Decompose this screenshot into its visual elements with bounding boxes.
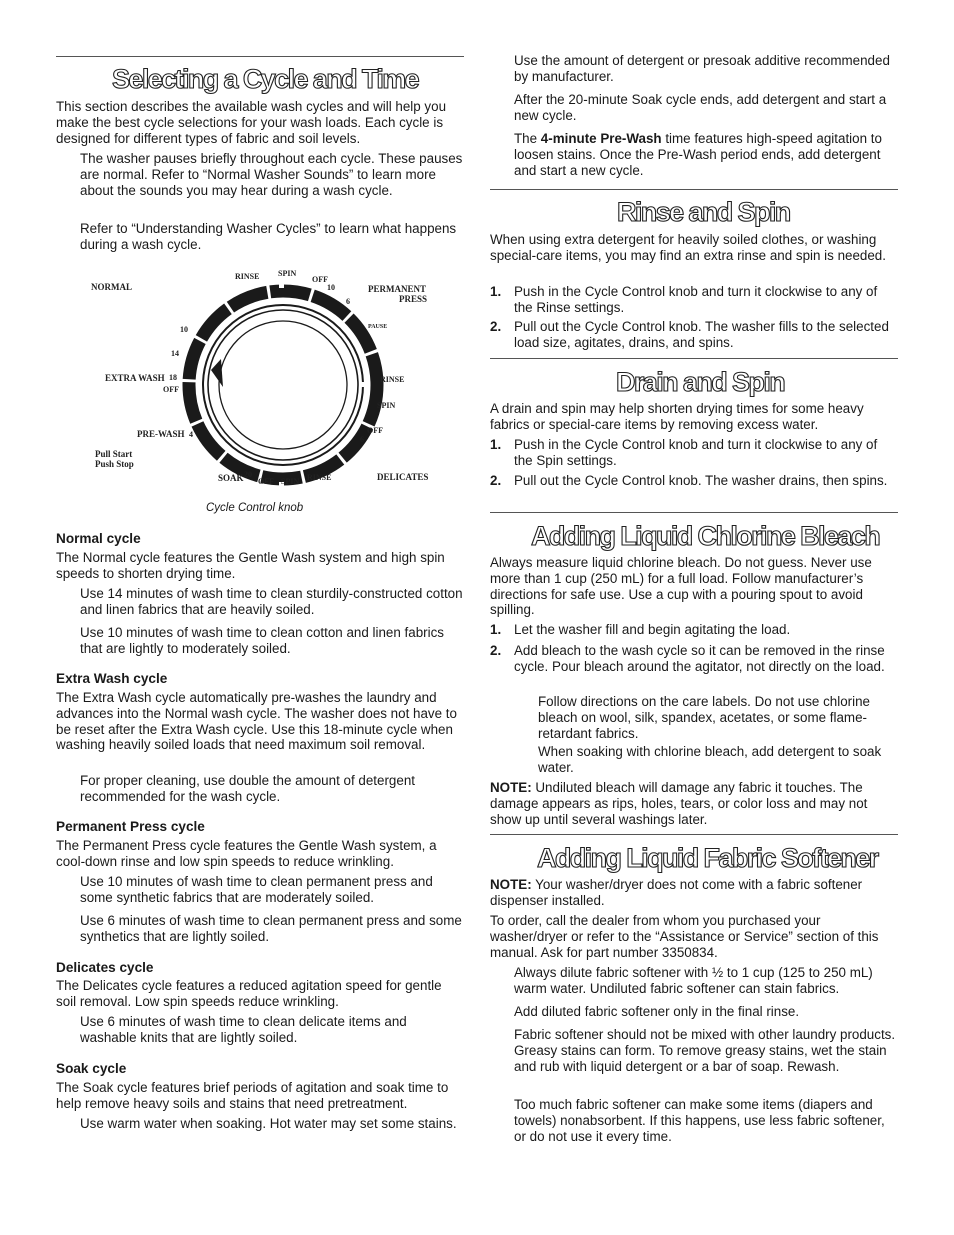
rinse-step-1-number: 1. bbox=[490, 284, 502, 299]
bleach-step-2: Add bleach to the wash cycle so it can be removed in the rinse cycle. Pour bleach around the agitator, not directly on the load. bbox=[514, 643, 885, 674]
delicates-title: Delicates cycle bbox=[56, 960, 154, 975]
dial-label-pull-start: Pull Start bbox=[95, 449, 133, 459]
soak-text: The Soak cycle features brief periods of agitation and soak time to help remove heavy soils and stains that need pretreatment. bbox=[56, 1080, 449, 1111]
drain-step-1-number: 1. bbox=[490, 437, 502, 452]
softener-bullet-3: Fabric softener should not be mixed with other laundry products. Greasy stains can form. To remove greasy stains, wet the stain and rub with liquid detergent or a bar of soap. Rewash. bbox=[514, 1027, 896, 1074]
dial-label-rinse-right: RINSE bbox=[380, 375, 405, 384]
normal-cycle-bullet-2: Use 10 minutes of wash time to clean cotton and linen fabrics that are lightly to moderately soiled. bbox=[80, 625, 444, 656]
dial-label-rinse-bottom: RINSE bbox=[307, 473, 332, 482]
rinse-step-2: Pull out the Cycle Control knob. The washer fills to the selected load size, agitates, drains, and spins. bbox=[514, 319, 889, 350]
dial-label-permanent: PERMANENT bbox=[368, 284, 426, 294]
dial-label-delicates: DELICATES bbox=[377, 472, 429, 482]
dial-label-prewash: PRE-WASH bbox=[137, 429, 185, 439]
dial-label-4: 4 bbox=[189, 430, 193, 439]
dial-label-10-left: 10 bbox=[180, 325, 188, 334]
normal-cycle-bullet-1: Use 14 minutes of wash time to clean sturdily-constructed cotton and linen fabrics that are heavily soiled. bbox=[80, 586, 463, 617]
softener-bullet-1: Always dilute fabric softener with ½ to 1 cup (125 to 250 mL) warm water. Undiluted fabric softener can stain fabrics. bbox=[514, 965, 873, 996]
drain-text: A drain and spin may help shorten drying times for some heavy fabrics or special-care items by removing excess water. bbox=[490, 401, 864, 432]
dial-label-spin-bottom: SPIN bbox=[281, 477, 300, 486]
permanent-press-bullet-2: Use 6 minutes of wash time to clean permanent press and some synthetics that are lightly soiled. bbox=[80, 913, 462, 944]
dial-label-extra-wash: EXTRA WASH bbox=[105, 373, 165, 383]
dial-label-20: 20 bbox=[244, 470, 252, 479]
knob-caption: Cycle Control knob bbox=[206, 502, 304, 514]
bleach-bullet-2: When soaking with chlorine bleach, add detergent to soak water. bbox=[538, 744, 882, 775]
prewash-emphasis: 4-minute Pre-Wash bbox=[540, 131, 662, 146]
bleach-note-label: NOTE: bbox=[490, 780, 532, 795]
bleach-note: NOTE: Undiluted bleach will damage any fabric it touches. The damage appears as rips, holes, tears, or color loss and may not show up until several washings later. bbox=[490, 780, 868, 827]
dial-label-14: 14 bbox=[171, 349, 179, 358]
rule-rinse bbox=[490, 189, 898, 190]
softener-note-label: NOTE: bbox=[490, 877, 532, 892]
soak-bullet-3: After the 20-minute Soak cycle ends, add detergent and start a new cycle. bbox=[514, 92, 887, 123]
dial-label-off-left: OFF bbox=[163, 385, 179, 394]
bleach-bullet-1: Follow directions on the care labels. Do not use chlorine bleach on wool, silk, spandex, acetates, or some flame-retardant fabrics. bbox=[538, 694, 870, 741]
dial-label-spin-right: SPIN bbox=[377, 401, 396, 410]
bullet-refer: Refer to “Understanding Washer Cycles” to learn what happens during a wash cycle. bbox=[80, 221, 457, 252]
dial-label-off-top: OFF bbox=[312, 275, 328, 284]
softener-text: To order, call the dealer from whom you purchased your washer/dryer or refer to the “Assistance or Service” section of this manual. Ask for part number 3350834. bbox=[490, 913, 879, 960]
section-heading-selecting-cycle: Selecting a Cycle and Time bbox=[112, 64, 419, 94]
rule-drain bbox=[490, 358, 898, 359]
dial-label-6-right: 6 bbox=[360, 435, 364, 444]
dial-label-6-top: 6 bbox=[346, 297, 350, 306]
rule-bleach bbox=[490, 512, 898, 513]
section-heading-rinse-spin: Rinse and Spin bbox=[617, 197, 790, 227]
soak-bullet-4: The 4-minute Pre-Wash time features high-speed agitation to loosen stains. Once the Pre-Wash period ends, add detergent and start a new cycle. bbox=[514, 131, 882, 178]
drain-step-2-number: 2. bbox=[490, 473, 502, 488]
rinse-step-2-number: 2. bbox=[490, 319, 502, 334]
extra-wash-bullet-1: For proper cleaning, use double the amount of detergent recommended for the wash cycle. bbox=[80, 773, 415, 804]
bleach-step-1-number: 1. bbox=[490, 622, 502, 637]
soak-title: Soak cycle bbox=[56, 1061, 127, 1076]
dial-label-off-right: OFF bbox=[367, 426, 383, 435]
softener-note: NOTE: Your washer/dryer does not come with a fabric softener dispenser installed. bbox=[490, 877, 863, 908]
dial-label-off-bottom: OFF bbox=[258, 477, 274, 486]
dial-label-push-stop: Push Stop bbox=[95, 459, 134, 469]
dial-label-pause: PAUSE bbox=[368, 324, 388, 330]
bleach-step-1: Let the washer fill and begin agitating the load. bbox=[514, 622, 791, 637]
softener-bullet-2: Add diluted fabric softener only in the final rinse. bbox=[514, 1004, 800, 1019]
rinse-text: When using extra detergent for heavily soiled clothes, or washing special-care items, you may find an extra rinse and spin is needed. bbox=[490, 232, 886, 263]
dial-label-press: PRESS bbox=[399, 294, 428, 304]
delicates-bullet-1: Use 6 minutes of wash time to clean delicate items and washable knits that are lightly soiled. bbox=[80, 1014, 407, 1045]
extra-wash-title: Extra Wash cycle bbox=[56, 671, 168, 686]
dial-label-soak: SOAK bbox=[218, 473, 244, 483]
extra-wash-text: The Extra Wash cycle automatically pre-washes the laundry and advances into the Normal wash cycle. The washer does not have to be reset after the Extra Wash cycle. Use this 18-minute cycle when washing heavily soiled loads that need maximum soil removal. bbox=[56, 690, 457, 753]
normal-cycle-text: The Normal cycle features the Gentle Wash system and high spin speeds to shorten drying time. bbox=[56, 550, 445, 581]
rule-softener bbox=[490, 834, 898, 835]
section-heading-softener: Adding Liquid Fabric Softener bbox=[537, 843, 878, 873]
intro-text: This section describes the available wash cycles and will help you make the best cycle selections for your wash loads. Each cycle is designed for different types of fabric and soil levels. bbox=[56, 99, 447, 146]
permanent-press-text: The Permanent Press cycle features the Gentle Wash system, a cool-down rinse and low spin speeds to reduce wrinkling. bbox=[56, 838, 437, 869]
top-rule-left bbox=[56, 56, 464, 57]
soak-bullet-1: Use warm water when soaking. Hot water may set some stains. bbox=[80, 1116, 457, 1131]
permanent-press-bullet-1: Use 10 minutes of wash time to clean permanent press and some synthetic fabrics that are moderately soiled. bbox=[80, 874, 433, 905]
soak-bullet-2: Use the amount of detergent or presoak additive recommended by manufacturer. bbox=[514, 53, 890, 84]
section-heading-drain-spin: Drain and Spin bbox=[616, 367, 785, 397]
dial-label-rinse-top: RINSE bbox=[235, 272, 260, 281]
normal-cycle-title: Normal cycle bbox=[56, 531, 141, 546]
dial-label-18: 18 bbox=[169, 373, 177, 382]
cycle-control-knob-diagram bbox=[88, 262, 434, 498]
permanent-press-title: Permanent Press cycle bbox=[56, 819, 205, 834]
rinse-step-1: Push in the Cycle Control knob and turn it clockwise to any of the Rinse settings. bbox=[514, 284, 878, 315]
bleach-step-2-number: 2. bbox=[490, 643, 502, 658]
drain-step-2: Pull out the Cycle Control knob. The washer drains, then spins. bbox=[514, 473, 888, 488]
softener-bullet-4: Too much fabric softener can make some items (diapers and towels) nonabsorbent. If this happens, use less fabric softener, or do not use it every time. bbox=[514, 1097, 885, 1144]
bullet-pauses: The washer pauses briefly throughout each cycle. These pauses are normal. Refer to “Normal Washer Sounds” to learn more about the sounds you may hear during a wash cycle. bbox=[80, 151, 463, 198]
delicates-text: The Delicates cycle features a reduced agitation speed for gentle soil removal. Low spin speeds reduce wrinkling. bbox=[56, 978, 442, 1009]
dial-label-normal: NORMAL bbox=[91, 282, 132, 292]
section-heading-bleach: Adding Liquid Chlorine Bleach bbox=[531, 521, 880, 551]
dial-label-10-top: 10 bbox=[327, 283, 335, 292]
dial-label-spin-top: SPIN bbox=[278, 269, 297, 278]
bleach-text: Always measure liquid chlorine bleach. Do not guess. Never use more than 1 cup (250 mL) for a full load. Follow manufacturer’s directions for safe use. Use a cup with a pouring spout to avoid spilling. bbox=[490, 555, 872, 618]
drain-step-1: Push in the Cycle Control knob and turn it clockwise to any of the Spin settings. bbox=[514, 437, 878, 468]
